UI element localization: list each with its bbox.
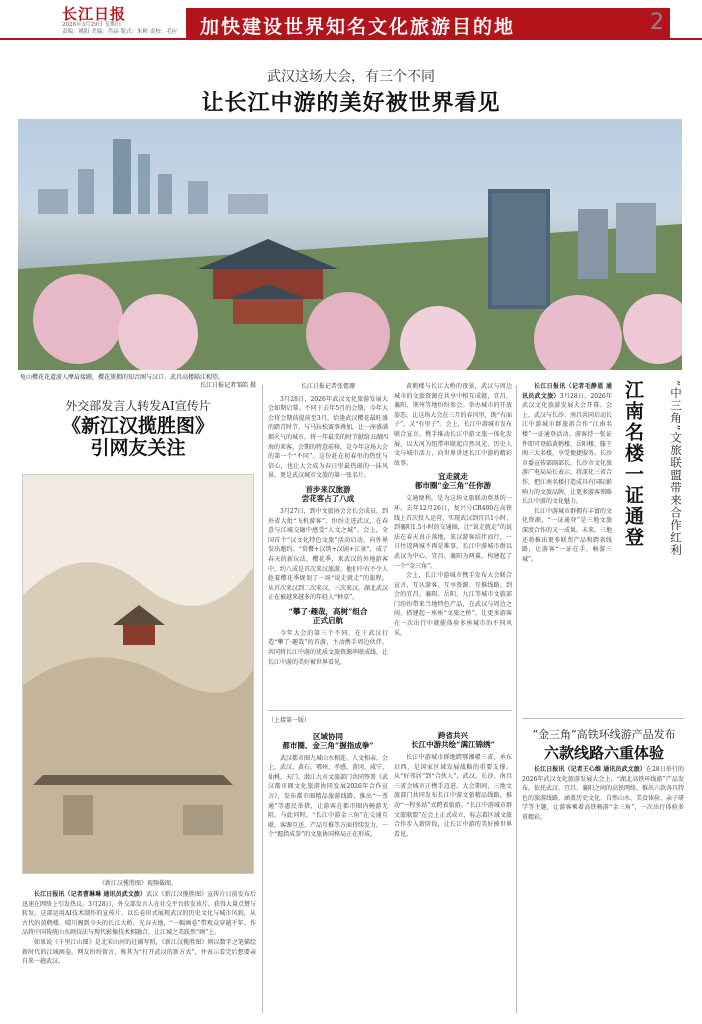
photo-credit: 长江日报记者邹皓 摄 [200, 382, 256, 389]
caption-text: 龟山樱花花道游人摩肩接踵，樱花簇拥的知音阁与汉口、武昌高楼隔江相望。 [20, 374, 225, 381]
video-screenshot [22, 474, 254, 874]
left-kicker: 外交部发言人转发AI宣传片 [65, 399, 211, 413]
column-divider [262, 385, 263, 1013]
left-byline: 长江日报讯（记者曹琳琳 通讯员武文旅） [34, 891, 147, 898]
issue-meta [62, 22, 192, 36]
subhead-cross-province: 跨省共兴 长江中游共绘“满江锦绣” [411, 731, 495, 749]
right-byline: 长江日报讯（记者毛静恩 通讯员武文旅） [522, 383, 612, 400]
left-text-2: 如果说《千里江山图》是北宋山河的壮阔写照，《新江汉揽胜图》则以数字之笔描绘新时代的江城画卷。网友纷纷留言，称其为“打开武汉的新方式”，并表示看完后想要亲自来一趟武汉。 [22, 938, 256, 966]
main-article-col1 [268, 382, 388, 708]
main-headline: 让长江中游的美好被世界看见 [201, 90, 501, 116]
main-article-col2 [394, 382, 512, 708]
main-photo [18, 119, 682, 370]
main-p-sub1: 3月27日，到中文旅协会会长会成员，到外省大批“飞机游客”，纷纷走进武汉，在春意与江城交融中感受“人文之城”。会上，全国首个“汉文化特色文旅”活动启动，向外界发出邀约。“赏樱+汉绣+汉剧+江景”，成了春天的新玩法。樱花季，来武汉的外地游客中，约八成是首次来汉旅游，他们中有不少人趁着樱花季规划了一场“说走就走”的旅程。从首次来汉到二次来汉，三次来汉，湖北武汉正在被越来越多的年轻人“种草”。 [268, 507, 388, 602]
main-p-sub2: 今年大会的第三个不同，在于武汉打造“攀了·趣哉”的首游，主动携手周边伙伴，共同将长江中游的优质文旅资源串联成线，让长江中游的美好被世界看见。 [268, 629, 388, 666]
column-divider [516, 385, 517, 1013]
right-kicker-2: “金三角”高铁环线游产品发布 [532, 728, 676, 741]
main-col2-text: 黄鹤楼与长江大桥的夜景，武汉与周边城市的文旅资源在共享中相互成就，宜昌、襄阳、荆州等地纷纷参会。举办城市的开放姿态，让这场大会在三月的春风里，既“有面子”，又“有里子”。会上，长江中游城市发布联合宣言，携手推动长江中游文旅一体化发展，以大河为纽带串联起自然风光、历史人文与城市活力，向世界讲述长江中游的精彩故事。 [394, 383, 512, 467]
continued-note: （上接第一版） [268, 717, 311, 724]
right-text-2: 长江中游城市群拥有丰富的文化资源，“一证通登”是三地文旅深度合作的又一成果。未来，三地还将推出更多联票产品和跨省线路，让游客“一证在手，畅游三城”。 [522, 507, 612, 563]
main-p-sub3: 交通便利，是为这场文旅联动奠基的一环。去年12月26日，复兴号CR400在高铁线上首次投入运营，实现武汉到宜昌1小时、到襄阳1.5小时的交通圈，让“说走就走”的说法在春天真正落地，来汉游客结伴而行，一日往返两城不再是难事。长江中游城市群以武汉为中心，宜昌、襄阳为两翼，构建起了一个“金三角”。 [394, 495, 512, 570]
subhead-1: 首步来汉旅游 尝花客占了八成 [301, 484, 355, 503]
subhead-regional: 区域协同 都市圈、金三角“握指成拳” [282, 731, 374, 750]
cross-province-text: 长江中游城市群地跨鄂湘赣三省，承东启西，是国家区域发展战略的重要支撑。从“好邻居”到“合伙人”，武汉、长沙、南昌三省会城市正携手迈进。大会期间，三地文旅部门共同发布长江中游文旅精品线路，推动“一程多站”式跨省旅游。“长江中游城市群文旅联盟”在会上正式成立，标志着区域文旅合作步入新阶段，让长江中游的美好被世界看见。 [394, 754, 512, 838]
video-caption: 《新江汉揽胜图》视频截图。 [98, 880, 177, 887]
section-divider [522, 718, 684, 719]
issue-date: 2026年3月29日 星期日 [62, 22, 122, 28]
section-banner [186, 8, 670, 38]
bottom-right-article [394, 716, 512, 1016]
right-text-3: 在28日举行的2026年武汉文化旅游发展大会上，“湖北高铁环线游”产品发布。依托武汉、宜昌、襄阳之间的高铁网络，推出六款各具特色的旅游线路，涵盖历史文化、自然山水、美食体验、亲子研学等主题，让游客乘着高铁畅游“金三角”，一次出行体验多重精彩。 [522, 766, 684, 821]
right-text: 3月28日，2026年武汉文化旅游发展大会开幕。会上，武汉与长沙、南昌共同启动长江中游城市群旅游合作“江南名楼”一证通登活动。游客持一张证件即可登临黄鹤楼、岳阳楼、滕王阁三大名楼，享受便捷服务。长沙市委宣传部副部长、长沙市文化旅游广电局局长表示，将深化三省合作，把江南名楼打造成具有国际影响力的文旅品牌，让更多游客领略长江中游的文化魅力。 [522, 392, 612, 506]
right-article-body-2 [522, 560, 684, 712]
left-article-body [22, 890, 256, 1015]
page-number: 2 [650, 10, 664, 35]
masthead [0, 0, 702, 40]
right-kicker: “中三角”文旅联盟带来合作红利 [669, 380, 683, 557]
main-intro: 3月28日，2026年武汉文化旅游发展大会如期启幕。不同于去年5月的会期，今年大会将会期前提前至3月，恰逢武汉樱花最旺盛的踏青时节，与马拉松赛事叠加，让一座盛满烟火气的城市，将一年最美的时节献给五湖四海的来客。会期的特意前移，是今年这场大会的第一个“不同”。这份赶在初春里的热忱与信心，也让大会成为春日里最热闹的一抹风景，更是武汉城市文旅的第一张名片。 [268, 395, 388, 480]
subhead-3: 宜走就走 都市圈“金三角”任你游 [414, 472, 492, 491]
right-headline: 江南名楼一证通登 [622, 380, 644, 548]
main-reporter: 长江日报记者张偲珊 [300, 383, 355, 390]
bottom-left-article [268, 716, 388, 1016]
right-article-2-body [522, 765, 684, 1015]
section-divider [268, 710, 512, 711]
scroll-painting-illustration [23, 475, 254, 874]
staff-credits: 责编：姚阳 美编：肖晶 版式：朱彬 责校：毛应 [62, 29, 178, 35]
left-text: 武汉《新江汉揽胜图》宣传片日前发布后迅速在网络上引发热议。3月28日，外交部发言人在社交平台转发该片，获得大量点赞与转发。这部运用AI技术制作的宣传片，以长卷形式展现武汉的历史文化与城市风貌，从古代的黄鹤楼、晴川阁到今天的长江大桥、光谷天地，“一幅画卷”带观众穿越千年。作品将中国传统山水画技法与现代影像技术相融合，让江城之美跃然“画”上。 [22, 891, 256, 937]
main-col3-text: 会上，长江中游城市携手发布大会联合宣言，互认游客、互享资源、互推线路。到会的宜昌、襄阳、岳阳、九江等城市文旅部门纷纷带来当地特色产品，在武汉与周边之间，搭建起一座座“文旅之桥”，让更多游客在一次出行中就能体验多座城市的不同风采。 [394, 572, 512, 637]
subhead-2: “攀了·趣哉，高树”组合 正式启航 [288, 606, 368, 625]
right-byline-2: 长江日报讯（记者王心维 通讯员武文旅） [534, 766, 646, 773]
main-kicker: 武汉这场大会，有三个不同 [267, 69, 435, 85]
city-river-illustration [18, 119, 682, 370]
left-headline: 《新江汉揽胜图》 引网友关注 [61, 415, 214, 459]
regional-text: 武汉都市圈九城山水相连、人文相亲。会上，武汉、黄石、鄂州、孝感、黄冈、咸宁、仙桃、天门、潜江九市文旅部门共同签署《武汉都市圈文化旅游协同发展2026年合作宣言》，发布都市圈精品旅游线路，推出“一票通”等惠民举措，让游客在都市圈内畅游无阻。与此同时，“长江中游金三角”在交通互联、客源互送、产品互推等方面持续发力，一个“握指成拳”的文旅协同格局正在形成。 [268, 754, 388, 839]
section-banner-text: 加快建设世界知名文化旅游目的地 [200, 16, 516, 38]
main-photo-caption [20, 374, 256, 390]
right-headline-2: 六款线路六重体验 [543, 744, 664, 762]
newspaper-logo: 长江日报 [62, 5, 127, 23]
